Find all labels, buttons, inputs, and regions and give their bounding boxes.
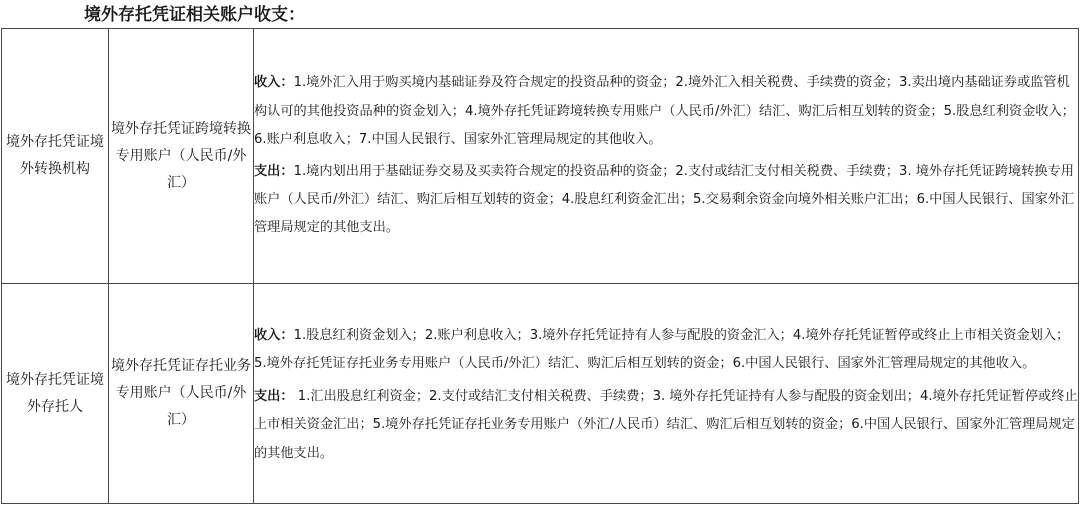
expense-text: 1.汇出股息红利资金；2.支付或结汇支付相关税费、手续费；3. 境外存托凭证持有人参与配股的资金划出；4.境外存托凭证暂停或终止上市相关资金汇出；5.境外存托凭证存托业务专用账户（外汇/人民币）结汇、购汇后相互划转的资金；6.中国人民银行、国家外汇管理局规定的其他支出。: [254, 388, 1078, 461]
page-title: 境外存托凭证相关账户收支：: [84, 5, 305, 25]
detail-cell: [254, 284, 1079, 504]
expense-block: [254, 158, 1078, 243]
expense-block: [254, 383, 1078, 468]
income-text: 1.境外汇入用于购买境内基础证券及符合规定的投资品种的资金；2.境外汇入相关税费、手续费的资金；3.卖出境内基础证券或监管机构认可的其他投资品种的资金划入；4.境外存托凭证跨境转换专用账户（人民币/外汇）结汇、购汇后相互划转的资金；5.股息红利资金收入；6.账户利息收入；7.中国人民银行、国家外汇管理局规定的其他收入。: [254, 75, 1075, 147]
income-block: [254, 69, 1078, 154]
institution-cell: 境外存托凭证境外存托人: [2, 284, 109, 504]
account-cell: 境外存托凭证跨境转换专用账户（人民币/外汇）: [109, 29, 254, 284]
accounts-table: [1, 28, 1079, 504]
table-row: [2, 284, 1079, 504]
expense-label: 支出：: [254, 388, 294, 404]
detail-cell: [254, 29, 1079, 284]
income-text: 1.股息红利资金划入；2.账户利息收入；3.境外存托凭证持有人参与配股的资金汇入；4.境外存托凭证暂停或终止上市相关资金划入；5.境外存托凭证存托业务专用账户（人民币/外汇）结汇、购汇后相互划转的资金；6.中国人民银行、国家外汇管理局规定的其他收入。: [254, 327, 1070, 372]
income-label: 收入：: [254, 327, 294, 343]
institution-cell: 境外存托凭证境外转换机构: [2, 29, 109, 284]
income-label: 收入：: [254, 75, 294, 91]
table-row: [2, 29, 1079, 284]
account-cell: 境外存托凭证存托业务专用账户（人民币/外汇）: [109, 284, 254, 504]
income-block: [254, 322, 1078, 379]
expense-label: 支出：: [254, 164, 294, 179]
expense-text: 1.境内划出用于基础证券交易及买卖符合规定的投资品种的资金；2.支付或结汇支付相关税费、手续费；3. 境外存托凭证跨境转换专用账户（人民币/外汇）结汇、购汇后相互划转的资金；4.股息红利资金汇出；5.交易剩余资金向境外相关账户汇出；6.中国人民银行、国家外汇管理局规定的其他支出。: [254, 164, 1075, 236]
